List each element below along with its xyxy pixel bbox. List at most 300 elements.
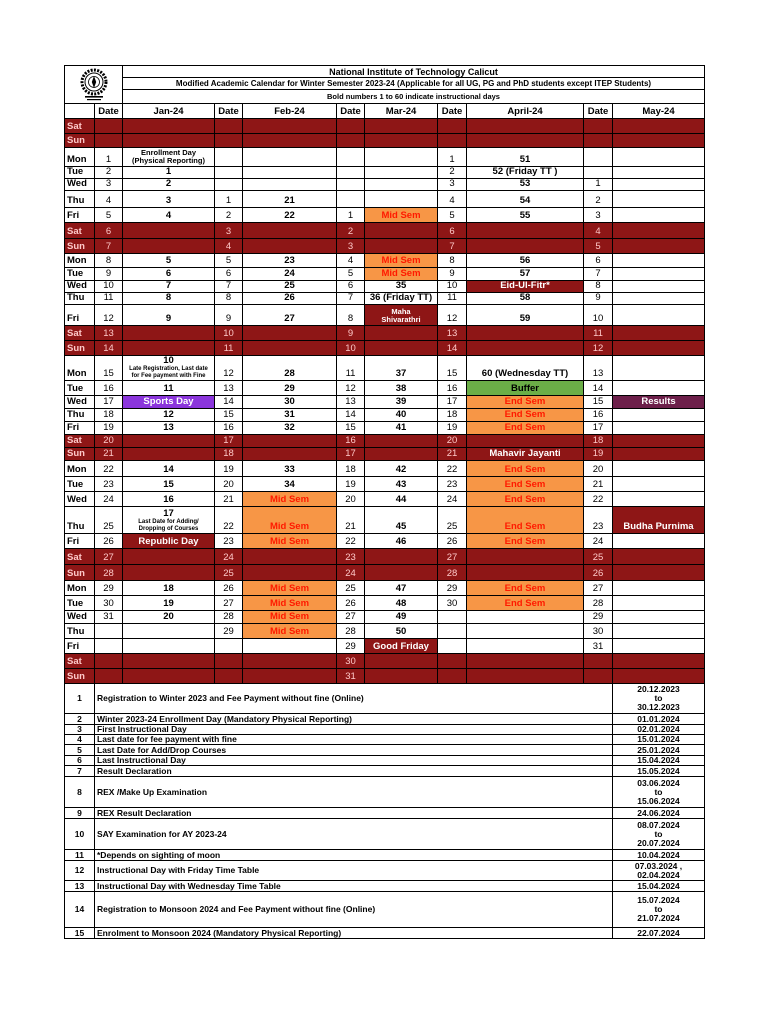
weekday-cell xyxy=(65,534,95,549)
may-date-cell xyxy=(584,326,613,341)
jan-entry-cell xyxy=(123,381,215,396)
apr-entry-cell xyxy=(467,534,584,549)
weekday-cell xyxy=(65,326,95,341)
feb-date-cell xyxy=(215,477,243,492)
feb-entry-cell xyxy=(243,268,337,281)
mid-sem-label: Mid Sem xyxy=(269,494,310,505)
calendar-row xyxy=(65,208,705,223)
mid-sem-label: Mid Sem xyxy=(381,210,421,221)
event-description: Instructional Day with Wednesday Time Table xyxy=(97,881,281,891)
calendar-grid xyxy=(65,104,705,684)
date-number: 8 xyxy=(449,255,455,266)
may-date-cell xyxy=(584,581,613,596)
event-date: 15.04.2024 xyxy=(637,756,680,765)
event-description: First Instructional Day xyxy=(97,725,187,734)
date-number: 30 xyxy=(446,598,458,609)
date-number: 20 xyxy=(592,464,604,475)
calendar-row xyxy=(65,305,705,326)
date-number: 5 xyxy=(105,210,112,221)
may-date-cell xyxy=(584,179,613,191)
may-date-cell xyxy=(584,477,613,492)
date-number: 1 xyxy=(225,195,232,206)
mar-date-cell xyxy=(337,134,365,148)
apr-entry-cell xyxy=(467,461,584,477)
weekday-cell xyxy=(65,381,95,396)
apr-date-cell xyxy=(438,148,467,167)
date-number: 25 xyxy=(592,552,604,563)
mar-entry-cell xyxy=(365,293,438,305)
event-number: 6 xyxy=(77,756,82,765)
weekday-cell xyxy=(65,305,95,326)
apr-date-cell xyxy=(438,654,467,669)
date-number: 8 xyxy=(225,293,232,303)
jan-date-cell xyxy=(95,254,123,268)
weekday-label: Thu xyxy=(67,626,85,637)
may-date-cell xyxy=(584,293,613,305)
jan-entry-cell xyxy=(123,534,215,549)
date-number: 8 xyxy=(105,255,112,266)
jan-entry-cell xyxy=(123,639,215,654)
apr-date-cell xyxy=(438,381,467,396)
date-number: 19 xyxy=(223,464,234,475)
event-description-cell xyxy=(95,861,613,881)
mar-date-cell xyxy=(337,223,365,239)
jan-date-cell xyxy=(95,565,123,581)
instructional-day-number: 44 xyxy=(395,494,407,505)
mar-date-cell xyxy=(337,477,365,492)
instructional-day-number: 28 xyxy=(284,368,295,379)
event-note: Enrollment Day (Physical Reporting) xyxy=(132,148,205,165)
end-sem-label: End Sem xyxy=(504,464,546,475)
end-sem-label: End Sem xyxy=(504,422,546,433)
date-number: 22 xyxy=(345,536,356,547)
mar-entry-cell xyxy=(365,639,438,654)
date-number: 4 xyxy=(225,241,232,252)
date-number: 2 xyxy=(347,226,354,237)
mar-date-cell xyxy=(337,396,365,409)
may-date-cell xyxy=(584,167,613,179)
apr-entry-cell xyxy=(467,448,584,461)
apr-entry-cell xyxy=(467,268,584,281)
instructional-day-number: 24 xyxy=(284,268,295,279)
event-description-cell xyxy=(95,819,613,850)
date-column-header-label: Date xyxy=(218,105,239,117)
mar-entry-cell xyxy=(365,669,438,684)
feb-entry-cell xyxy=(243,208,337,223)
weekday-label: Mon xyxy=(67,154,87,165)
apr-entry-cell xyxy=(467,492,584,507)
jan-month-header xyxy=(123,104,215,119)
jan-date-cell xyxy=(95,549,123,565)
mar-date-cell xyxy=(337,624,365,639)
feb-entry-cell xyxy=(243,461,337,477)
date-number: 27 xyxy=(592,583,604,594)
mar-date-cell xyxy=(337,381,365,396)
feb-date-cell xyxy=(215,611,243,624)
calendar-row xyxy=(65,409,705,422)
date-number: 28 xyxy=(592,598,604,609)
may-date-cell xyxy=(584,381,613,396)
may-date-cell xyxy=(584,305,613,326)
instructional-day-number: 32 xyxy=(284,422,295,433)
event-date-cell xyxy=(613,928,705,939)
jan-entry-cell xyxy=(123,461,215,477)
date-number: 23 xyxy=(223,536,234,547)
good-friday-label: Good Friday xyxy=(373,641,429,652)
weekday-cell xyxy=(65,422,95,435)
date-number: 27 xyxy=(345,611,356,622)
event-date-cell xyxy=(613,756,705,766)
weekday-label: Sun xyxy=(67,135,85,146)
mar-entry-cell xyxy=(365,396,438,409)
apr-date-cell xyxy=(438,624,467,639)
event-date-cell xyxy=(613,861,705,881)
event-date-cell xyxy=(613,892,705,928)
date-number: 21 xyxy=(223,494,234,505)
event-row xyxy=(65,766,705,777)
date-number: 19 xyxy=(103,422,114,433)
weekday-label: Sun xyxy=(67,343,85,354)
calendar-row xyxy=(65,639,705,654)
event-description-cell xyxy=(95,735,613,745)
date-column-header-label: Date xyxy=(340,105,361,117)
jan-entry-cell xyxy=(123,669,215,684)
mar-date-cell xyxy=(337,492,365,507)
date-number: 28 xyxy=(446,568,458,579)
jan-month-header-label: Jan-24 xyxy=(153,105,184,117)
date-number: 16 xyxy=(103,383,114,394)
date-number: 13 xyxy=(345,396,356,407)
end-sem-label: End Sem xyxy=(504,479,546,490)
date-number: 30 xyxy=(592,626,604,637)
feb-entry-cell xyxy=(243,254,337,268)
instructional-day-number: 46 xyxy=(395,536,407,547)
feb-date-cell xyxy=(215,409,243,422)
mar-date-cell xyxy=(337,254,365,268)
instructional-day-number: 39 xyxy=(395,396,407,407)
instructional-day-number: 49 xyxy=(395,611,407,622)
calendar-row xyxy=(65,254,705,268)
jan-entry-cell xyxy=(123,422,215,435)
apr-entry-cell xyxy=(467,239,584,254)
feb-entry-cell xyxy=(243,119,337,134)
jan-entry-cell xyxy=(123,134,215,148)
jan-entry-cell xyxy=(123,119,215,134)
date-number: 16 xyxy=(345,435,356,446)
feb-entry-cell xyxy=(243,581,337,596)
date-number: 18 xyxy=(103,409,114,420)
date-number: 21 xyxy=(103,448,114,459)
instruction-note: Bold numbers 1 to 60 indicate instructional days xyxy=(123,90,705,104)
weekday-label: Sat xyxy=(67,328,82,339)
mar-date-cell xyxy=(337,461,365,477)
event-description: REX Result Declaration xyxy=(97,808,192,818)
event-description-cell xyxy=(95,766,613,777)
date-number: 11 xyxy=(223,343,234,354)
weekday-cell xyxy=(65,119,95,134)
apr-entry-cell xyxy=(467,148,584,167)
feb-date-cell xyxy=(215,119,243,134)
end-sem-label: End Sem xyxy=(504,583,546,594)
jan-entry-cell xyxy=(123,654,215,669)
calendar-row xyxy=(65,507,705,534)
feb-entry-cell xyxy=(243,654,337,669)
apr-entry-cell xyxy=(467,549,584,565)
date-number: 24 xyxy=(592,536,604,547)
date-number: 17 xyxy=(103,396,114,407)
date-number: 10 xyxy=(345,343,356,354)
date-number: 15 xyxy=(223,409,234,420)
event-number: 13 xyxy=(74,881,85,891)
apr-entry-cell xyxy=(467,477,584,492)
date-number: 4 xyxy=(347,255,354,266)
weekday-label: Fri xyxy=(67,313,80,324)
date-number: 28 xyxy=(223,611,234,622)
weekday-label: Sat xyxy=(67,121,82,132)
jan-entry-cell xyxy=(123,409,215,422)
jan-date-cell xyxy=(95,654,123,669)
instructional-day-number: 2 xyxy=(165,179,172,189)
instructional-day-number: 51 xyxy=(519,154,531,165)
may-date-cell xyxy=(584,624,613,639)
institute-name: National Institute of Technology Calicut xyxy=(123,66,705,78)
mar-entry-cell xyxy=(365,148,438,167)
event-description-cell xyxy=(95,881,613,892)
feb-date-cell xyxy=(215,549,243,565)
date-number: 3 xyxy=(449,179,455,189)
jan-entry-cell xyxy=(123,281,215,293)
date-number: 30 xyxy=(103,598,114,609)
may-date-cell xyxy=(584,461,613,477)
date-number: 13 xyxy=(446,328,458,339)
feb-date-cell xyxy=(215,268,243,281)
feb-entry-cell xyxy=(243,239,337,254)
mar-entry-cell xyxy=(365,611,438,624)
weekday-cell xyxy=(65,654,95,669)
weekday-label: Thu xyxy=(67,409,85,420)
apr-entry-cell xyxy=(467,409,584,422)
weekday-cell xyxy=(65,223,95,239)
apr-entry-cell xyxy=(467,293,584,305)
date-number: 1 xyxy=(347,210,354,221)
instructional-day-number: 1 xyxy=(165,167,172,177)
apr-entry-cell xyxy=(467,669,584,684)
jan-date-cell xyxy=(95,341,123,356)
mar-date-cell xyxy=(337,326,365,341)
weekday-label: Wed xyxy=(67,396,87,407)
date-number: 21 xyxy=(592,479,604,490)
feb-date-cell xyxy=(215,134,243,148)
jan-date-cell xyxy=(95,669,123,684)
weekday-label: Sat xyxy=(67,435,82,446)
weekday-cell xyxy=(65,134,95,148)
weekday-label: Tue xyxy=(67,268,84,279)
date-number: 11 xyxy=(447,293,457,303)
may-entry-cell xyxy=(613,549,705,565)
date-number: 20 xyxy=(345,494,356,505)
jan-date-cell xyxy=(95,448,123,461)
calendar-row xyxy=(65,565,705,581)
event-date-cell xyxy=(613,808,705,819)
instructional-day-number: 37 xyxy=(395,368,407,379)
apr-date-cell xyxy=(438,435,467,448)
event-number-cell xyxy=(65,850,95,861)
calendar-row xyxy=(65,356,705,381)
may-month-header-label: May-24 xyxy=(642,105,675,117)
feb-date-cell xyxy=(215,326,243,341)
apr-date-cell xyxy=(438,396,467,409)
weekday-label: Fri xyxy=(67,536,80,547)
jan-entry-cell xyxy=(123,448,215,461)
event-description: REX /Make Up Examination xyxy=(97,786,208,797)
feb-entry-cell xyxy=(243,422,337,435)
feb-date-cell xyxy=(215,239,243,254)
mar-entry-cell xyxy=(365,581,438,596)
mar-entry-cell xyxy=(365,179,438,191)
jan-entry-cell xyxy=(123,239,215,254)
end-sem-label: End Sem xyxy=(504,521,546,532)
date-number: 18 xyxy=(345,464,356,475)
may-date-cell xyxy=(584,507,613,534)
apr-date-cell xyxy=(438,448,467,461)
event-number-cell xyxy=(65,777,95,808)
instructional-day-number: 54 xyxy=(519,195,531,206)
event-row xyxy=(65,756,705,766)
event-number-cell xyxy=(65,684,95,714)
may-entry-cell xyxy=(613,624,705,639)
may-entry-cell xyxy=(613,179,705,191)
may-entry-cell xyxy=(613,611,705,624)
weekday-cell xyxy=(65,396,95,409)
weekday-label: Sun xyxy=(67,448,85,459)
event-date-cell xyxy=(613,725,705,735)
apr-date-cell xyxy=(438,534,467,549)
mar-entry-cell xyxy=(365,435,438,448)
mar-entry-cell xyxy=(365,254,438,268)
calendar-row xyxy=(65,461,705,477)
instructional-day-number: 53 xyxy=(519,179,531,189)
jan-date-cell xyxy=(95,148,123,167)
date-number: 26 xyxy=(345,598,356,609)
event-description-cell xyxy=(95,756,613,766)
date-number: 22 xyxy=(103,464,114,475)
apr-entry-cell xyxy=(467,565,584,581)
apr-entry-cell xyxy=(467,167,584,179)
date-number: 23 xyxy=(592,521,604,532)
may-entry-cell xyxy=(613,239,705,254)
feb-date-cell xyxy=(215,596,243,611)
apr-entry-cell xyxy=(467,305,584,326)
date-number: 27 xyxy=(446,552,458,563)
instructional-day-number: 50 xyxy=(395,626,407,637)
event-number-cell xyxy=(65,861,95,881)
may-entry-cell xyxy=(613,448,705,461)
may-date-cell xyxy=(584,341,613,356)
event-row xyxy=(65,735,705,745)
feb-entry-cell xyxy=(243,356,337,381)
instructional-day-number: 31 xyxy=(284,409,295,420)
weekday-cell xyxy=(65,461,95,477)
date-number: 7 xyxy=(595,268,601,279)
date-number: 15 xyxy=(446,368,458,379)
date-number: 10 xyxy=(446,281,458,291)
mid-sem-label: Mid Sem xyxy=(269,598,310,609)
may-entry-cell xyxy=(613,254,705,268)
calendar-row xyxy=(65,611,705,624)
weekday-cell xyxy=(65,356,95,381)
may-entry-cell xyxy=(613,581,705,596)
date-number: 14 xyxy=(103,343,114,354)
apr-date-cell xyxy=(438,492,467,507)
weekday-cell xyxy=(65,669,95,684)
jan-entry-cell xyxy=(123,191,215,208)
event-description-cell xyxy=(95,745,613,756)
feb-entry-cell xyxy=(243,396,337,409)
instructional-day-number: 56 xyxy=(519,255,531,266)
date-number: 26 xyxy=(446,536,458,547)
date-number: 23 xyxy=(103,479,114,490)
apr-date-cell xyxy=(438,565,467,581)
instructional-day-number: 10 xyxy=(163,356,174,366)
jan-date-cell xyxy=(95,134,123,148)
weekday-label: Mon xyxy=(67,583,87,594)
date-number: 31 xyxy=(592,641,604,652)
instructional-day-number: 43 xyxy=(395,479,407,490)
apr-entry-cell xyxy=(467,396,584,409)
date-number: 11 xyxy=(593,328,603,339)
instructional-day-number: 20 xyxy=(163,611,174,622)
date-number: 17 xyxy=(223,435,234,446)
event-date: 02.01.2024 xyxy=(637,725,680,734)
calendar-row xyxy=(65,477,705,492)
date-number: 2 xyxy=(105,167,112,177)
date-number: 30 xyxy=(345,656,356,667)
weekday-cell xyxy=(65,293,95,305)
apr-entry-cell xyxy=(467,341,584,356)
apr-date-cell xyxy=(438,208,467,223)
weekday-label: Sun xyxy=(67,671,85,682)
feb-entry-cell xyxy=(243,669,337,684)
calendar-row xyxy=(65,239,705,254)
instructional-day-number: 14 xyxy=(163,464,174,475)
may-date-cell xyxy=(584,409,613,422)
date-number: 24 xyxy=(223,552,234,563)
jan-date-cell xyxy=(95,581,123,596)
jan-date-cell xyxy=(95,477,123,492)
date-number: 26 xyxy=(223,583,234,594)
feb-date-cell xyxy=(215,293,243,305)
jan-entry-cell xyxy=(123,396,215,409)
may-entry-cell xyxy=(613,293,705,305)
event-row xyxy=(65,861,705,881)
event-date: 01.01.2024 xyxy=(637,714,680,724)
weekday-cell xyxy=(65,254,95,268)
jan-date-cell xyxy=(95,268,123,281)
feb-entry-cell xyxy=(243,565,337,581)
jan-date-cell xyxy=(95,611,123,624)
event-description: Registration to Winter 2023 and Fee Payment without fine (Online) xyxy=(97,693,364,703)
feb-entry-cell xyxy=(243,223,337,239)
may-entry-cell xyxy=(613,208,705,223)
date-number: 15 xyxy=(592,396,604,407)
mar-entry-cell xyxy=(365,167,438,179)
instructional-day-number: 45 xyxy=(395,521,407,532)
calendar-row xyxy=(65,581,705,596)
apr-entry-cell xyxy=(467,639,584,654)
jan-entry-cell xyxy=(123,167,215,179)
weekday-label: Tue xyxy=(67,167,84,177)
date-number: 4 xyxy=(105,195,112,206)
